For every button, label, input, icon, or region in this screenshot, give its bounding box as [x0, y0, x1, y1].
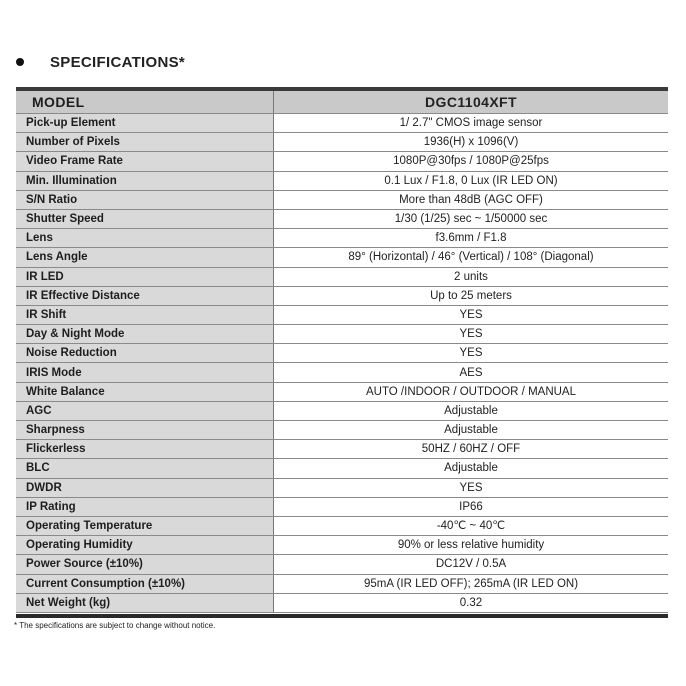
spec-value: AUTO /INDOOR / OUTDOOR / MANUAL: [274, 382, 669, 401]
spec-label: IRIS Mode: [16, 363, 274, 382]
spec-value: 2 units: [274, 267, 669, 286]
spec-label: Number of Pixels: [16, 133, 274, 152]
table-row: [16, 344, 668, 363]
table-row: [16, 363, 668, 382]
table-row: [16, 286, 668, 305]
table-header-row: [16, 91, 668, 114]
spec-value: -40℃ ~ 40℃: [274, 516, 669, 535]
table-row: [16, 248, 668, 267]
table-row: [16, 401, 668, 420]
spec-value: 1/ 2.7" CMOS image sensor: [274, 114, 669, 133]
spec-label: IP Rating: [16, 497, 274, 516]
spec-value: Up to 25 meters: [274, 286, 669, 305]
table-row: [16, 421, 668, 440]
spec-value: 1936(H) x 1096(V): [274, 133, 669, 152]
spec-value: Adjustable: [274, 421, 669, 440]
spec-label: Pick-up Element: [16, 114, 274, 133]
table-row: [16, 190, 668, 209]
spec-label: Video Frame Rate: [16, 152, 274, 171]
table-bottom-rule: [16, 614, 668, 618]
table-row: [16, 267, 668, 286]
spec-label: Operating Temperature: [16, 516, 274, 535]
spec-label: IR Effective Distance: [16, 286, 274, 305]
spec-label: Day & Night Mode: [16, 325, 274, 344]
spec-value: YES: [274, 305, 669, 324]
table-row: [16, 209, 668, 228]
table-row: [16, 171, 668, 190]
header-label: MODEL: [16, 91, 274, 114]
table-row: [16, 325, 668, 344]
spec-value: 1080P@30fps / 1080P@25fps: [274, 152, 669, 171]
spec-value: More than 48dB (AGC OFF): [274, 190, 669, 209]
spec-label: DWDR: [16, 478, 274, 497]
spec-value: YES: [274, 325, 669, 344]
bullet-icon: [16, 58, 24, 66]
specifications-table: [16, 91, 668, 613]
spec-label: Lens Angle: [16, 248, 274, 267]
table-row: [16, 478, 668, 497]
table-row: [16, 382, 668, 401]
spec-label: Noise Reduction: [16, 344, 274, 363]
table-row: [16, 516, 668, 535]
table-row: [16, 133, 668, 152]
spec-label: AGC: [16, 401, 274, 420]
spec-label: IR Shift: [16, 305, 274, 324]
header-model: DGC1104XFT: [274, 91, 669, 114]
section-title: SPECIFICATIONS*: [50, 53, 186, 71]
spec-value: 0.32: [274, 593, 669, 612]
spec-value: YES: [274, 344, 669, 363]
spec-value: IP66: [274, 497, 669, 516]
footnote: * The specifications are subject to change without notice.: [14, 621, 216, 630]
spec-label: S/N Ratio: [16, 190, 274, 209]
spec-label: Net Weight (kg): [16, 593, 274, 612]
spec-value: 95mA (IR LED OFF); 265mA (IR LED ON): [274, 574, 669, 593]
table-row: [16, 440, 668, 459]
table-row: [16, 305, 668, 324]
spec-label: BLC: [16, 459, 274, 478]
table-row: [16, 152, 668, 171]
spec-label: Operating Humidity: [16, 536, 274, 555]
table-row: [16, 593, 668, 612]
spec-label: White Balance: [16, 382, 274, 401]
table-row: [16, 229, 668, 248]
spec-label: Lens: [16, 229, 274, 248]
spec-value: 0.1 Lux / F1.8, 0 Lux (IR LED ON): [274, 171, 669, 190]
spec-value: f3.6mm / F1.8: [274, 229, 669, 248]
spec-label: Current Consumption (±10%): [16, 574, 274, 593]
table-row: [16, 574, 668, 593]
spec-value: 1/30 (1/25) sec ~ 1/50000 sec: [274, 209, 669, 228]
spec-label: Shutter Speed: [16, 209, 274, 228]
table-row: [16, 555, 668, 574]
table-row: [16, 459, 668, 478]
table-row: [16, 536, 668, 555]
spec-value: DC12V / 0.5A: [274, 555, 669, 574]
section-heading: [14, 52, 185, 72]
spec-value: Adjustable: [274, 401, 669, 420]
spec-value: 89° (Horizontal) / 46° (Vertical) / 108° (Diagonal): [274, 248, 669, 267]
table-row: [16, 497, 668, 516]
spec-value: Adjustable: [274, 459, 669, 478]
table-row: [16, 114, 668, 133]
spec-value: 90% or less relative humidity: [274, 536, 669, 555]
spec-value: 50HZ / 60HZ / OFF: [274, 440, 669, 459]
spec-label: Sharpness: [16, 421, 274, 440]
spec-label: IR LED: [16, 267, 274, 286]
spec-label: Flickerless: [16, 440, 274, 459]
spec-label: Min. Illumination: [16, 171, 274, 190]
spec-value: YES: [274, 478, 669, 497]
spec-label: Power Source (±10%): [16, 555, 274, 574]
spec-value: AES: [274, 363, 669, 382]
